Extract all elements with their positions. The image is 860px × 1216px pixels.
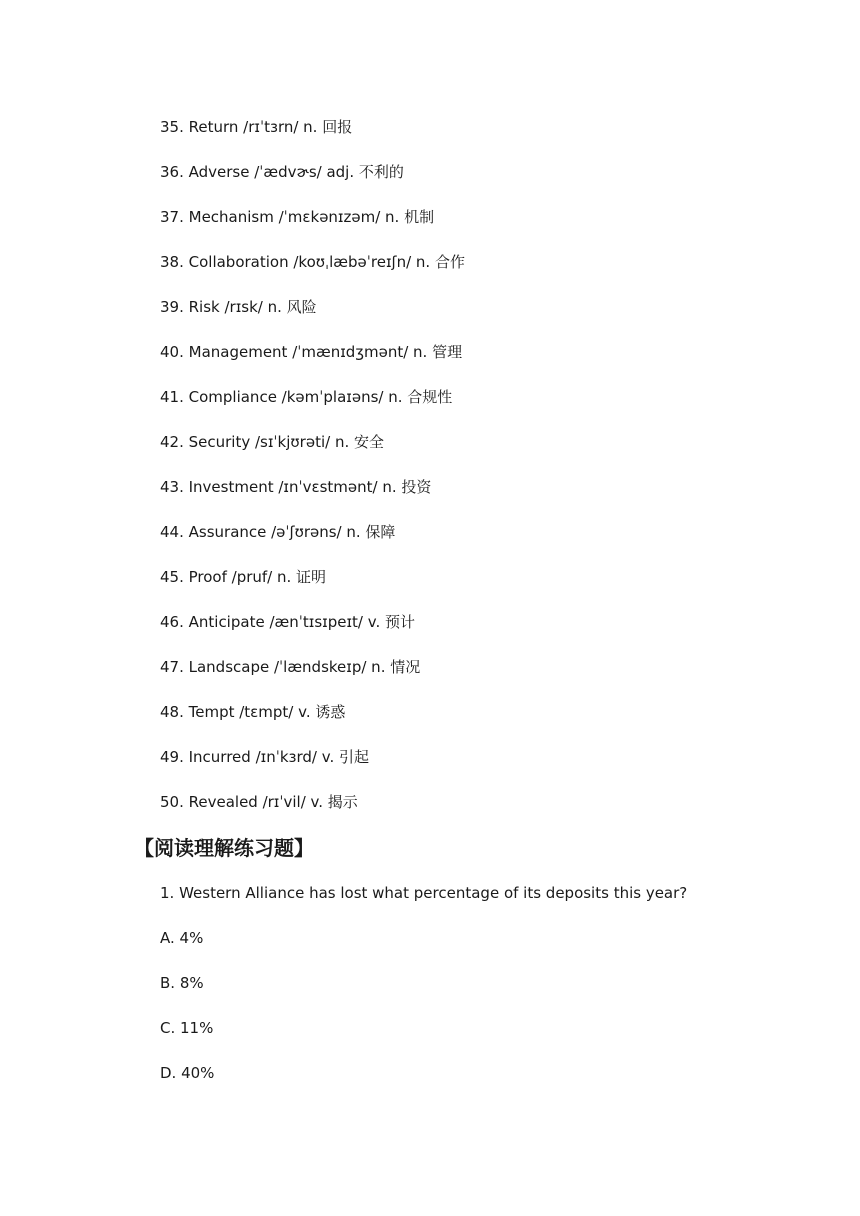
vocabulary-item-46: 46. Anticipate /ænˈtɪsɪpeɪt/ v. 预计 [160, 613, 415, 631]
question-text: 1. Western Alliance has lost what percentage of its deposits this year? [160, 884, 688, 902]
vocabulary-item-42: 42. Security /sɪˈkjʊrəti/ n. 安全 [160, 433, 384, 451]
reading-section-heading: 【阅读理解练习题】 [134, 836, 314, 860]
option-b: B. 8% [160, 974, 204, 992]
vocabulary-item-47: 47. Landscape /ˈlændskeɪp/ n. 情况 [160, 658, 421, 676]
option-c: C. 11% [160, 1019, 214, 1037]
vocabulary-item-37: 37. Mechanism /ˈmɛkənɪzəm/ n. 机制 [160, 208, 435, 226]
vocabulary-item-44: 44. Assurance /əˈʃʊrəns/ n. 保障 [160, 523, 396, 541]
vocabulary-item-45: 45. Proof /pruf/ n. 证明 [160, 568, 327, 586]
vocabulary-item-35: 35. Return /rɪˈtɜrn/ n. 回报 [160, 118, 353, 136]
answer-options [160, 928, 687, 1108]
option-a: A. 4% [160, 929, 204, 947]
vocabulary-item-49: 49. Incurred /ɪnˈkɜrd/ v. 引起 [160, 748, 369, 766]
vocabulary-item-41: 41. Compliance /kəmˈplaɪəns/ n. 合规性 [160, 388, 453, 406]
vocabulary-item-38: 38. Collaboration /koʊˌlæbəˈreɪʃn/ n. 合作 [160, 253, 465, 271]
option-d: D. 40% [160, 1064, 215, 1082]
vocabulary-item-48: 48. Tempt /tɛmpt/ v. 诱惑 [160, 703, 346, 721]
vocabulary-item-40: 40. Management /ˈmænɪdʒmənt/ n. 管理 [160, 343, 463, 361]
vocabulary-item-39: 39. Risk /rɪsk/ n. 风险 [160, 298, 317, 316]
vocabulary-item-43: 43. Investment /ɪnˈvɛstmənt/ n. 投资 [160, 478, 432, 496]
vocabulary-item-36: 36. Adverse /ˈædvɚs/ adj. 不利的 [160, 163, 404, 181]
question-1 [160, 883, 687, 1108]
vocabulary-item-50: 50. Revealed /rɪˈvil/ v. 揭示 [160, 793, 358, 811]
vocabulary-list [160, 117, 465, 837]
